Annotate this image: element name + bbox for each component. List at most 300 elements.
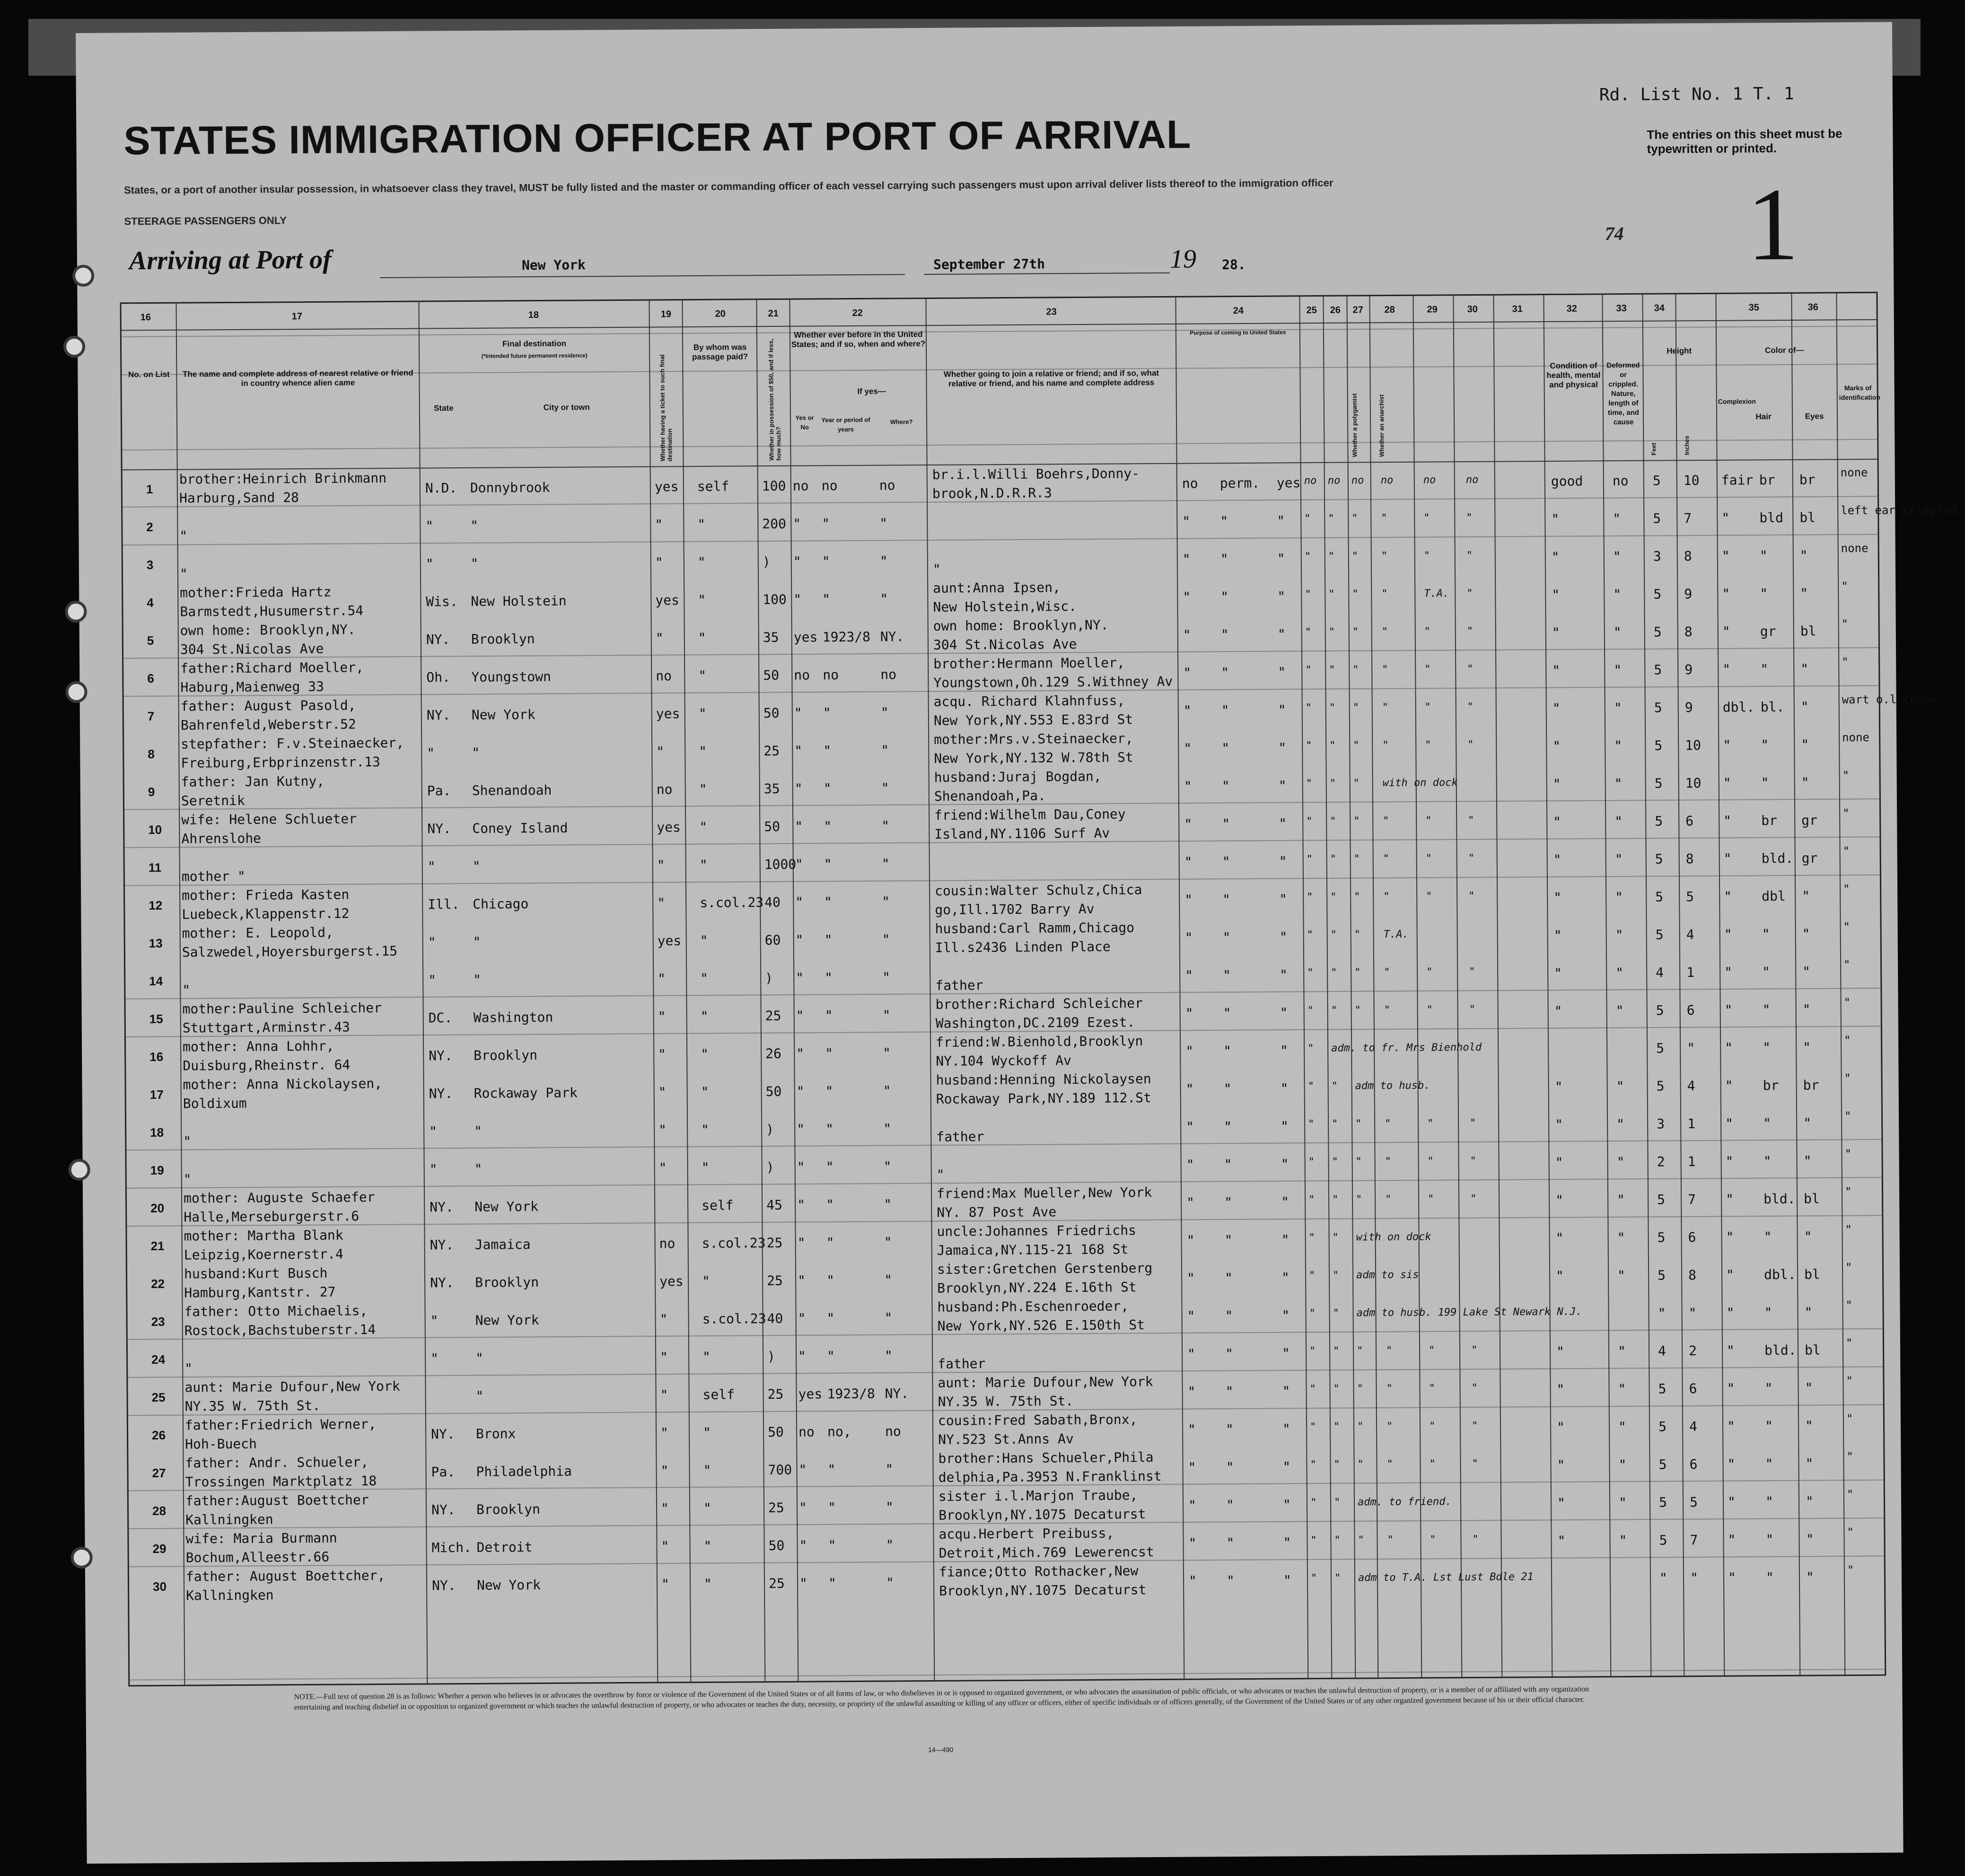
handwritten-number: 74	[1605, 223, 1624, 245]
cell-q27: "	[1358, 1534, 1364, 1546]
cell-q29: "	[1429, 1382, 1435, 1394]
cell-feet: 5	[1652, 473, 1661, 489]
cell-q25: "	[1310, 1534, 1317, 1547]
date-line	[924, 272, 1170, 275]
cell-q29: "	[1430, 1534, 1436, 1546]
cell-year: "	[825, 1008, 833, 1024]
cell-p2: "	[1223, 1005, 1231, 1021]
cell-join2: Detroit,Mich.769 Lewerencst	[939, 1544, 1154, 1561]
cell-ticket: no	[656, 668, 672, 684]
cell-join1: own home: Brooklyn,NY.	[933, 617, 1109, 634]
cell-before: "	[793, 516, 801, 532]
cell-p2: "	[1220, 551, 1228, 567]
cell-q29: "	[1429, 1420, 1436, 1432]
cell-p1: "	[1185, 1081, 1194, 1097]
cell-p1: "	[1188, 1573, 1197, 1589]
cell-complexion: dbl.	[1722, 699, 1755, 715]
cell-money: 50	[767, 1424, 784, 1440]
cell-q29: "	[1425, 852, 1432, 865]
cell-deformed: "	[1618, 1495, 1627, 1511]
cell-city: "	[472, 858, 481, 874]
cell-health: "	[1553, 814, 1561, 830]
cell-before: yes	[793, 629, 818, 645]
cell-feet: "	[1658, 1305, 1666, 1321]
cell-no: 6	[147, 671, 154, 686]
cell-rel1: aunt: Marie Dufour,New York	[184, 1378, 400, 1395]
cell-paid: s.col.23	[702, 1311, 766, 1327]
cell-inches: 9	[1684, 662, 1693, 678]
cell-complexion: "	[1721, 510, 1730, 526]
cell-q27: "	[1352, 701, 1360, 714]
cell-hair: bl.	[1760, 699, 1785, 715]
cell-q30: "	[1472, 1457, 1478, 1470]
cell-before: "	[796, 1008, 804, 1024]
cell-ticket: "	[658, 1046, 667, 1062]
cell-join1: acqu.Herbert Preibuss,	[939, 1525, 1114, 1542]
cell-p2: "	[1222, 892, 1231, 908]
cell-money: )	[762, 554, 771, 570]
cell-q29: "	[1423, 512, 1430, 524]
cell-no: 30	[152, 1579, 167, 1594]
cell-paid: "	[698, 667, 707, 684]
cell-rel2: Kallningken	[186, 1587, 274, 1604]
cell-feet: 5	[1657, 1229, 1666, 1245]
cell-join2: Washington,DC.2109 Ezest.	[935, 1014, 1135, 1031]
cell-rel1: father: August Pasold,	[180, 697, 356, 714]
colhead-ticket: Whether having a ticket to such final destination	[658, 354, 674, 462]
cell-money: 50	[763, 705, 780, 721]
cell-p2: "	[1226, 1573, 1235, 1589]
cell-paid: self	[702, 1386, 735, 1403]
cell-rel1: mother:Pauline Schleicher	[182, 1000, 382, 1017]
cell-paid: "	[700, 1008, 709, 1024]
cell-paid: "	[699, 781, 707, 797]
cell-q26: "	[1328, 550, 1335, 562]
cell-paid: "	[703, 1500, 712, 1516]
cell-health: "	[1556, 1268, 1564, 1284]
cell-ticket: "	[660, 1425, 669, 1441]
cell-complexion: "	[1728, 1532, 1736, 1548]
cell-ticket: no	[656, 781, 673, 798]
cell-marks: "	[1845, 1223, 1852, 1236]
cell-rel2: Salzwedel,Hoyersburgerst.15	[182, 943, 398, 960]
cell-paid: "	[699, 819, 708, 835]
cell-rel1: stepfather: F.v.Steinaecker,	[181, 735, 404, 752]
cell-q25: "	[1307, 891, 1313, 903]
cell-money: 40	[764, 894, 781, 911]
cell-inches: 7	[1688, 1192, 1696, 1208]
cell-no: 28	[152, 1503, 167, 1518]
cell-hair: "	[1761, 775, 1769, 791]
cell-before: "	[799, 1575, 808, 1591]
cell-city: "	[472, 745, 480, 761]
cell-feet: 5	[1658, 1267, 1666, 1283]
cell-q28: "	[1381, 512, 1387, 525]
cell-state: NY.	[431, 1426, 455, 1442]
cell-rel2: Hamburg,Kantstr. 27	[184, 1284, 336, 1301]
cell-feet: 5	[1654, 700, 1662, 716]
cell-paid: "	[702, 1273, 711, 1289]
cell-paid: "	[702, 1349, 711, 1365]
cell-health: "	[1552, 700, 1561, 716]
cell-marks: wart o.l.cheek	[1842, 692, 1938, 707]
cell-q29: "	[1426, 966, 1433, 978]
cell-money: 25	[765, 1008, 781, 1024]
cell-marks: "	[1843, 996, 1851, 1009]
cell-inches: 10	[1685, 775, 1702, 791]
cell-marks: "	[1847, 1563, 1854, 1577]
cell-rel1: mother: Anna Lohhr,	[182, 1038, 334, 1055]
cell-where: "	[882, 1007, 891, 1023]
cell-q26: "	[1333, 1420, 1340, 1433]
cell-where: "	[884, 1234, 892, 1250]
colhead-color: Color of—	[1765, 345, 1804, 355]
cell-year: "	[827, 1499, 836, 1516]
cell-eyes: "	[1802, 926, 1810, 942]
cell-q26: "	[1334, 1572, 1341, 1584]
cell-q27: "	[1353, 815, 1360, 827]
cell-where: no	[879, 477, 895, 493]
cell-no: 5	[147, 633, 154, 648]
steerage-label: STEERAGE PASSENGERS ONLY	[124, 214, 287, 228]
cell-eyes: "	[1803, 1115, 1812, 1131]
cell-p1: "	[1186, 1232, 1195, 1248]
cell-where: "	[882, 894, 890, 910]
cell-q25: "	[1309, 1421, 1316, 1433]
cell-money: 25	[768, 1499, 784, 1516]
cell-join2: Brooklyn,NY.1075 Decaturst	[939, 1506, 1146, 1523]
cell-q25: "	[1305, 626, 1312, 639]
cell-q30: "	[1467, 738, 1474, 751]
cell-hair: "	[1762, 964, 1771, 980]
cell-join2: brook,N.D.R.R.3	[932, 485, 1052, 501]
cell-no: 13	[149, 936, 163, 951]
date-value: September 27th	[933, 256, 1045, 272]
cell-q28: "	[1381, 588, 1388, 600]
cell-year: "	[826, 1310, 835, 1326]
cell-q26: "	[1329, 701, 1336, 714]
cell-paid: "	[703, 1538, 712, 1554]
cell-health: "	[1557, 1457, 1565, 1473]
cell-year: "	[823, 705, 831, 721]
cell-q25: "	[1306, 815, 1313, 828]
cell-marks: "	[1844, 1109, 1851, 1123]
cell-complexion: "	[1722, 586, 1730, 602]
cell-q27: "	[1353, 853, 1360, 865]
cell-before: "	[797, 1235, 806, 1251]
cell-p1: "	[1183, 627, 1191, 643]
cell-paid: "	[700, 932, 708, 948]
cell-paid: "	[698, 630, 706, 646]
cell-where: "	[882, 931, 890, 947]
cell-p2: "	[1225, 1421, 1234, 1438]
cell-ticket: "	[658, 971, 666, 987]
cell-rel2: Freiburg,Erbprinzenstr.13	[181, 754, 380, 771]
cell-where: "	[883, 1121, 892, 1137]
cell-ticket: no	[659, 1236, 675, 1252]
cell-q30: "	[1468, 852, 1475, 865]
cell-q25: "	[1307, 967, 1314, 979]
cell-p2: "	[1223, 967, 1231, 983]
cell-no: 23	[151, 1314, 165, 1329]
cell-state: Pa.	[427, 783, 451, 799]
cell-hair: "	[1763, 1115, 1772, 1131]
cell-q25: "	[1309, 1383, 1316, 1395]
cell-p3: "	[1279, 891, 1288, 907]
cell-join2: Youngstown,Oh.129 S.Withney Av	[933, 673, 1173, 691]
cell-rel1: own home: Brooklyn,NY.	[180, 622, 356, 639]
cell-where: "	[880, 704, 889, 720]
cell-hair: "	[1760, 661, 1769, 677]
cell-p3: "	[1278, 664, 1286, 680]
cell-q27: adm to husb. 199 Lake St Newark N.J.	[1356, 1306, 1582, 1319]
cell-rel2: NY.35 W. 75th St.	[184, 1397, 321, 1414]
cell-marks: "	[1845, 1298, 1853, 1312]
cell-q30: "	[1471, 1344, 1478, 1357]
cell-p2: "	[1220, 589, 1229, 605]
cell-before: "	[799, 1537, 807, 1553]
cell-eyes: br	[1799, 472, 1816, 488]
cell-deformed: no	[1612, 473, 1629, 489]
cell-q25: "	[1310, 1572, 1317, 1585]
cell-deformed: "	[1614, 851, 1623, 868]
cell-hair: "	[1763, 1040, 1771, 1056]
cell-complexion: "	[1721, 548, 1730, 564]
cell-rel1: brother:Heinrich Brinkmann	[179, 470, 387, 487]
cell-where: "	[886, 1575, 895, 1591]
cell-join2: NY.523 St.Anns Av	[938, 1431, 1074, 1447]
cell-p1: "	[1187, 1346, 1196, 1362]
colnum: 16	[140, 312, 151, 323]
cell-money: 25	[767, 1386, 784, 1403]
cell-where: "	[883, 1083, 891, 1099]
cell-inches: 10	[1683, 473, 1700, 489]
cell-deformed: "	[1613, 587, 1622, 603]
cell-year: "	[827, 1462, 836, 1478]
cell-city: "	[470, 517, 479, 534]
cell-year: "	[823, 743, 832, 759]
cell-year: "	[822, 553, 830, 570]
colnum: 19	[660, 309, 671, 320]
cell-complexion: "	[1726, 1305, 1735, 1321]
cell-p3: "	[1283, 1572, 1291, 1588]
header-divider	[122, 319, 1877, 331]
cell-inches: "	[1687, 1040, 1695, 1056]
cell-eyes: bl	[1804, 1342, 1821, 1358]
cell-q27: "	[1353, 777, 1360, 789]
cell-p1: "	[1184, 740, 1192, 756]
cell-q28: "	[1383, 815, 1389, 827]
manifest-table	[120, 292, 1957, 1687]
colhead-before: Whether ever before in the United States; and if so, when and where?	[791, 330, 926, 349]
cell-paid: "	[699, 743, 707, 759]
colnum: 20	[715, 308, 726, 319]
cell-q27: "	[1354, 1004, 1361, 1017]
cell-q27: "	[1356, 1193, 1362, 1206]
cell-money: 60	[764, 932, 781, 948]
typewritten-note: The entries on this sheet must be typewritten or printed.	[1647, 126, 1842, 156]
cell-p2: "	[1222, 929, 1231, 946]
cell-p2: "	[1221, 740, 1230, 756]
cell-p2: "	[1221, 778, 1230, 794]
cell-q27: with on dock	[1356, 1231, 1431, 1244]
cell-q27: "	[1354, 891, 1360, 903]
cell-deformed: "	[1617, 1230, 1625, 1246]
cell-hair: br	[1761, 813, 1778, 829]
cell-p1: "	[1183, 702, 1192, 719]
cell-complexion: "	[1727, 1418, 1736, 1434]
cell-paid: "	[701, 1122, 710, 1138]
cell-q26: "	[1330, 929, 1337, 941]
cell-p1: "	[1184, 816, 1193, 832]
cell-no: 17	[149, 1087, 164, 1102]
cell-p3: "	[1282, 1459, 1291, 1475]
cell-marks: "	[1842, 844, 1850, 858]
cell-state: NY.	[426, 631, 450, 648]
cell-inches: 8	[1688, 1267, 1697, 1283]
cell-city: Donnybrook	[470, 479, 550, 496]
cell-q26: "	[1328, 512, 1334, 525]
cell-p3: "	[1280, 1080, 1289, 1096]
cell-hair: br	[1759, 472, 1775, 488]
cell-feet: 5	[1658, 1419, 1667, 1435]
cell-no: 3	[146, 558, 154, 572]
cell-paid: "	[700, 970, 709, 986]
cell-city: Chicago	[473, 896, 529, 912]
cell-money: 700	[768, 1462, 792, 1478]
cell-join1: husband:Ph.Eschenroeder,	[937, 1298, 1129, 1315]
colnum: 35	[1748, 302, 1759, 313]
colnum: 23	[1046, 307, 1057, 317]
cell-q27: "	[1357, 1383, 1363, 1395]
cell-year: "	[825, 970, 833, 986]
cell-ticket: yes	[656, 706, 680, 722]
year-suffix: 28.	[1221, 256, 1246, 273]
cell-ticket: "	[660, 1500, 669, 1517]
cell-q30: "	[1467, 663, 1474, 675]
cell-p2: "	[1220, 513, 1228, 529]
cell-join2: NY. 87 Post Ave	[937, 1204, 1057, 1220]
colhead-destination-note: (*Intended future permanent residence)	[481, 352, 588, 359]
cell-year: "	[822, 516, 830, 532]
cell-no: 14	[149, 973, 163, 989]
colnum: 18	[528, 310, 539, 321]
cell-before: "	[797, 1159, 805, 1175]
cell-where: "	[885, 1499, 894, 1515]
cell-q26: "	[1330, 891, 1337, 903]
cell-q26: "	[1333, 1345, 1340, 1357]
cell-join2: NY.35 W. 75th St.	[938, 1393, 1074, 1410]
cell-p3: "	[1281, 1118, 1289, 1134]
cell-before: "	[798, 1462, 807, 1478]
cell-deformed: "	[1617, 1268, 1626, 1284]
cell-paid: s.col.23	[702, 1235, 766, 1251]
cell-rel2: Trossingen Marktplatz 18	[185, 1473, 377, 1490]
cell-p2: "	[1225, 1308, 1233, 1324]
cell-eyes: bl	[1804, 1266, 1820, 1282]
cell-rel1: mother: E. Leopold,	[182, 924, 334, 941]
cell-paid: "	[701, 1159, 710, 1175]
cell-deformed: "	[1616, 1078, 1624, 1095]
cell-complexion: "	[1725, 1078, 1733, 1094]
cell-join2: "	[932, 561, 941, 577]
cell-complexion: "	[1728, 1569, 1736, 1586]
cell-money: 50	[764, 818, 781, 835]
cell-p3: "	[1280, 967, 1288, 983]
cell-paid: self	[697, 478, 729, 494]
cell-q26: "	[1330, 853, 1337, 865]
cell-year: "	[824, 894, 833, 910]
cell-q26: "	[1328, 588, 1335, 600]
cell-health: "	[1557, 1533, 1566, 1549]
cell-deformed: "	[1615, 1003, 1624, 1019]
cell-inches: 4	[1689, 1419, 1698, 1435]
cell-state: NY.	[427, 821, 451, 837]
cell-eyes: "	[1805, 1418, 1814, 1434]
cell-rel1: father: Andr. Schueler,	[185, 1454, 369, 1471]
cell-p2: "	[1223, 1043, 1232, 1059]
cell-deformed: "	[1618, 1419, 1627, 1435]
cell-money: 25	[768, 1575, 785, 1592]
punch-hole	[63, 336, 85, 358]
cell-city: New York	[476, 1577, 541, 1593]
cell-q26: "	[1333, 1269, 1339, 1281]
cell-before: "	[796, 970, 804, 986]
cell-p2: "	[1220, 627, 1229, 643]
cell-health: "	[1555, 1154, 1563, 1170]
cell-q28: "	[1383, 853, 1390, 865]
cell-p1: "	[1188, 1459, 1196, 1475]
cell-state: NY.	[431, 1578, 456, 1594]
cell-health: "	[1551, 549, 1560, 565]
colnum: 24	[1233, 305, 1244, 316]
colnum: 29	[1427, 304, 1438, 315]
cell-before: "	[795, 818, 803, 834]
cell-marks: "	[1844, 1071, 1851, 1085]
cell-health: "	[1556, 1381, 1565, 1397]
cell-paid: "	[702, 1424, 711, 1440]
cell-marks: left ear crippled	[1841, 503, 1957, 517]
colhead-purpose: Purpose of coming to United States	[1190, 329, 1286, 336]
cell-p2: "	[1222, 854, 1230, 870]
cell-join1: husband:Juraj Bogdan,	[934, 768, 1102, 785]
cell-city: Washington	[473, 1009, 553, 1026]
cell-q28: "	[1385, 1156, 1391, 1168]
cell-rel1: wife: Maria Burmann	[185, 1530, 337, 1547]
cell-complexion: "	[1724, 888, 1732, 904]
cell-deformed: "	[1617, 1343, 1626, 1359]
cell-hair: "	[1760, 586, 1768, 602]
colhead-polygamist: Whether a polygamist	[1351, 393, 1359, 457]
cell-p3: "	[1281, 1270, 1290, 1286]
cell-marks: "	[1843, 958, 1851, 972]
cell-deformed: "	[1615, 889, 1623, 905]
cell-ticket: "	[660, 1387, 668, 1403]
cell-no: 18	[150, 1125, 164, 1140]
cell-p3: "	[1283, 1534, 1291, 1551]
cell-ticket: "	[655, 554, 663, 570]
cell-q26: "	[1333, 1383, 1340, 1395]
cell-feet: 5	[1654, 775, 1663, 791]
colnum: 27	[1352, 305, 1363, 316]
cell-q30: "	[1470, 1117, 1476, 1130]
cell-q29: "	[1429, 1458, 1436, 1470]
cell-ticket: yes	[659, 1273, 684, 1289]
cell-where: "	[881, 856, 890, 872]
cell-q27: adm to sis	[1356, 1269, 1419, 1281]
cell-p3: "	[1278, 778, 1287, 794]
cell-complexion: "	[1723, 813, 1732, 829]
